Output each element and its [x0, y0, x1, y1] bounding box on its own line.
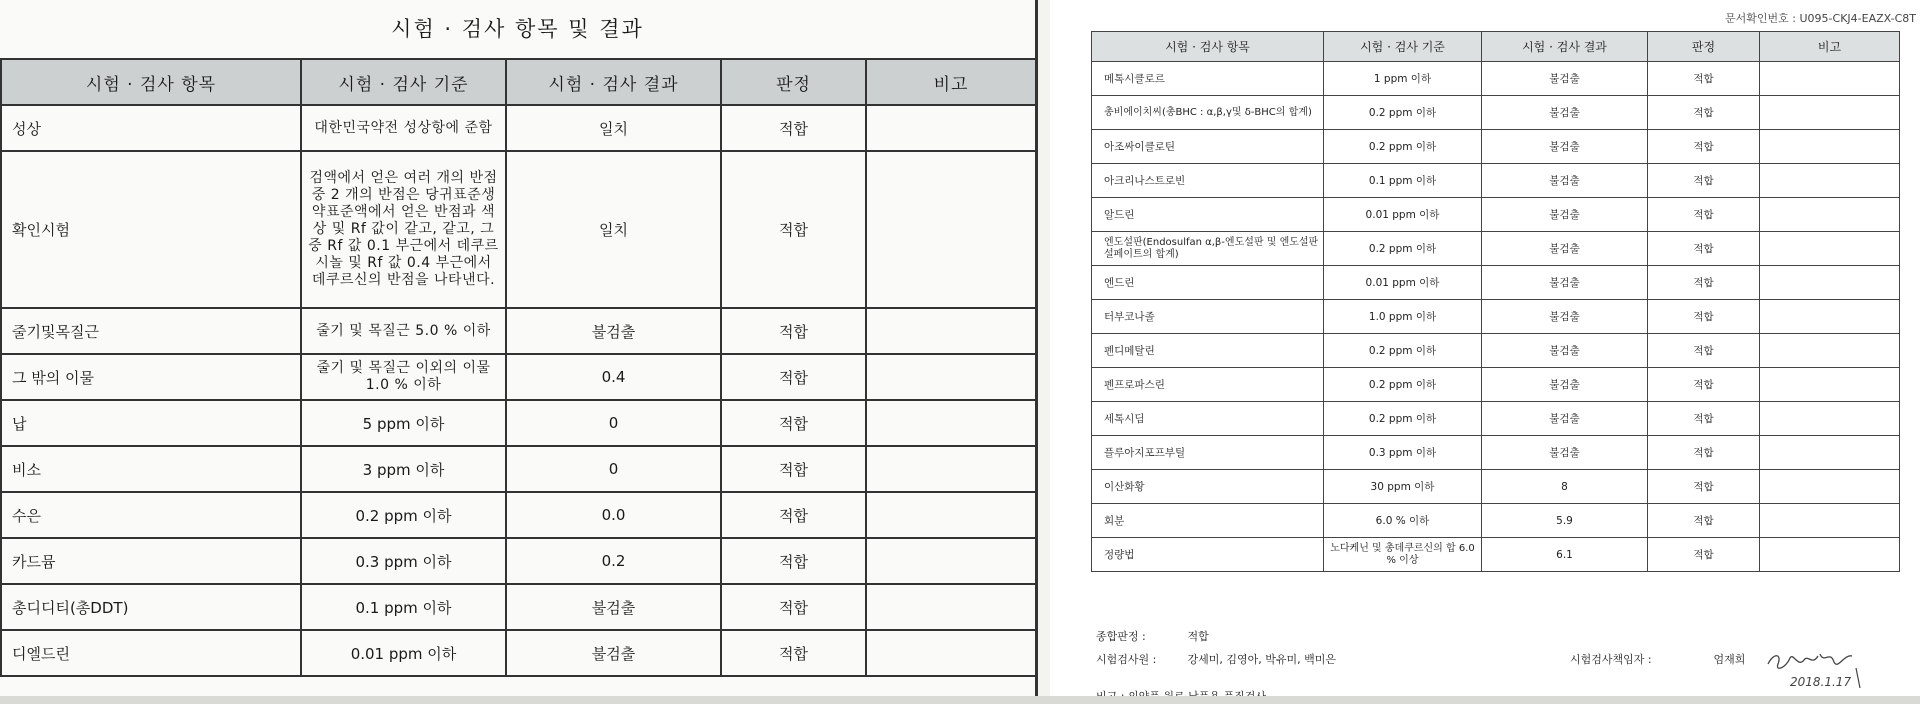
cell-note	[1760, 232, 1900, 266]
testers-value: 강세미, 김영아, 박유미, 백미은	[1187, 653, 1336, 666]
table-row	[1, 354, 1036, 400]
cell-note	[866, 308, 1036, 354]
cell-criteria: 노다케닌 및 총데쿠르신의 합 6.0 % 이상	[1324, 538, 1482, 572]
cell-criteria: 줄기 및 목질근 이외의 이물 1.0 % 이하	[301, 354, 506, 400]
header-test-result: 시험 · 검사 결과	[1482, 32, 1648, 62]
cell-judgment: 적합	[721, 354, 866, 400]
table-row	[1092, 436, 1900, 470]
cell-criteria: 3 ppm 이하	[301, 446, 506, 492]
cell-result: 6.1	[1482, 538, 1648, 572]
cell-item: 확인시험	[1, 151, 301, 308]
cell-judgment: 적합	[1648, 436, 1760, 470]
cell-note	[1760, 436, 1900, 470]
cell-criteria: 0.2 ppm 이하	[1324, 232, 1482, 266]
cell-judgment: 적합	[1648, 232, 1760, 266]
cell-judgment: 적합	[1648, 130, 1760, 164]
cell-item: 플루아지포프부틸	[1092, 436, 1324, 470]
cell-judgment: 적합	[1648, 470, 1760, 504]
cell-item: 정량법	[1092, 538, 1324, 572]
page-bottom-edge	[0, 696, 1920, 704]
cell-note	[1760, 538, 1900, 572]
cell-judgment: 적합	[721, 492, 866, 538]
right-results-table	[1091, 31, 1900, 572]
cell-result: 일치	[506, 151, 721, 308]
cell-result: 0.0	[506, 492, 721, 538]
cell-judgment: 적합	[721, 308, 866, 354]
table-row	[1092, 232, 1900, 266]
cell-result: 0.4	[506, 354, 721, 400]
cell-note	[866, 492, 1036, 538]
cell-item: 엔도설판(Endosulfan α,β-엔도설판 및 엔도설판설페이트의 합계)	[1092, 232, 1324, 266]
cell-note	[1760, 300, 1900, 334]
cell-result: 불검출	[1482, 266, 1648, 300]
table-row	[1092, 402, 1900, 436]
cell-criteria: 0.1 ppm 이하	[301, 584, 506, 630]
cell-result: 0	[506, 446, 721, 492]
table-row	[1092, 368, 1900, 402]
cell-judgment: 적합	[721, 400, 866, 446]
cell-item: 아크리나스트로빈	[1092, 164, 1324, 198]
cell-item: 펜프로파스린	[1092, 368, 1324, 402]
cell-note	[866, 400, 1036, 446]
cell-criteria: 검액에서 얻은 여러 개의 반점 중 2 개의 반점은 당귀표준생약표준액에서 얻은 반점과 색상 및 Rf 값이 같고, 같고, 그 중 Rf 값 0.1 부근에서 데쿠르시놀 및 Rf 값 0.4 부근에서 데쿠르신의 반점을 나타낸다.	[301, 151, 506, 308]
cell-criteria: 0.3 ppm 이하	[1324, 436, 1482, 470]
cell-result: 불검출	[1482, 164, 1648, 198]
cell-judgment: 적합	[1648, 538, 1760, 572]
cell-note	[866, 630, 1036, 676]
cell-judgment: 적합	[1648, 96, 1760, 130]
cell-note	[1760, 130, 1900, 164]
cell-judgment: 적합	[1648, 266, 1760, 300]
cell-judgment: 적합	[1648, 164, 1760, 198]
cell-result: 0.2	[506, 538, 721, 584]
header-judgment: 판정	[1648, 32, 1760, 62]
header-test-criteria: 시험 · 검사 기준	[301, 59, 506, 105]
cell-note	[1760, 198, 1900, 232]
cell-note	[1760, 266, 1900, 300]
cell-result: 불검출	[1482, 62, 1648, 96]
table-row	[1092, 504, 1900, 538]
cell-item: 터부코나졸	[1092, 300, 1324, 334]
header-test-result: 시험 · 검사 결과	[506, 59, 721, 105]
cell-note	[866, 584, 1036, 630]
cell-item: 세톡시딤	[1092, 402, 1324, 436]
cell-item: 성상	[1, 105, 301, 151]
cell-judgment: 적합	[721, 105, 866, 151]
cell-criteria: 0.01 ppm 이하	[1324, 266, 1482, 300]
cell-item: 수은	[1, 492, 301, 538]
table-row	[1092, 470, 1900, 504]
handwritten-signature	[1760, 642, 1870, 692]
table-row	[1092, 96, 1900, 130]
left-page-title: 시험 · 검사 항목 및 결과	[0, 0, 1035, 60]
left-table-header-row	[1, 59, 1036, 105]
testers-label: 시험검사원 :	[1096, 653, 1157, 666]
cell-result: 불검출	[1482, 436, 1648, 470]
cell-criteria: 대한민국약전 성상항에 준함	[301, 105, 506, 151]
cell-judgment: 적합	[721, 630, 866, 676]
cell-result: 5.9	[1482, 504, 1648, 538]
overall-judgment-label: 종합판정 :	[1096, 630, 1146, 643]
table-row	[1092, 130, 1900, 164]
cell-criteria: 30 ppm 이하	[1324, 470, 1482, 504]
cell-note	[866, 354, 1036, 400]
cell-item: 총디디티(총DDT)	[1, 584, 301, 630]
responsible-value: 엄재희	[1713, 653, 1746, 666]
cell-result: 불검출	[1482, 96, 1648, 130]
cell-result: 일치	[506, 105, 721, 151]
document-number: 문서확인번호 : U095-CKJ4-EAZX-C8T	[1725, 12, 1916, 25]
header-judgment: 판정	[721, 59, 866, 105]
cell-judgment: 적합	[1648, 334, 1760, 368]
table-row	[1, 105, 1036, 151]
table-row	[1092, 538, 1900, 572]
cell-criteria: 6.0 % 이하	[1324, 504, 1482, 538]
cell-judgment: 적합	[1648, 198, 1760, 232]
left-results-table	[0, 58, 1037, 677]
cell-result: 불검출	[1482, 130, 1648, 164]
cell-item: 디엘드린	[1, 630, 301, 676]
responsible-label: 시험검사책임자 :	[1570, 653, 1652, 666]
cell-result: 불검출	[1482, 402, 1648, 436]
table-row	[1, 492, 1036, 538]
cell-criteria: 0.2 ppm 이하	[1324, 334, 1482, 368]
cell-item: 카드뮴	[1, 538, 301, 584]
cell-criteria: 0.01 ppm 이하	[1324, 198, 1482, 232]
cell-note	[1760, 504, 1900, 538]
header-remarks: 비고	[1760, 32, 1900, 62]
table-row	[1, 630, 1036, 676]
table-row	[1092, 164, 1900, 198]
cell-criteria: 0.01 ppm 이하	[301, 630, 506, 676]
cell-criteria: 0.2 ppm 이하	[1324, 130, 1482, 164]
header-test-item: 시험 · 검사 항목	[1092, 32, 1324, 62]
cell-item: 아조싸이클로틴	[1092, 130, 1324, 164]
cell-item: 메톡시클로르	[1092, 62, 1324, 96]
cell-result: 불검출	[506, 584, 721, 630]
table-row	[1092, 198, 1900, 232]
cell-item: 회분	[1092, 504, 1324, 538]
signature-date: 2018.1.17	[1790, 675, 1852, 689]
cell-criteria: 5 ppm 이하	[301, 400, 506, 446]
cell-criteria: 0.2 ppm 이하	[1324, 368, 1482, 402]
header-remarks: 비고	[866, 59, 1036, 105]
header-test-item: 시험 · 검사 항목	[1, 59, 301, 105]
cell-item: 엔드린	[1092, 266, 1324, 300]
cell-result: 불검출	[506, 308, 721, 354]
table-row	[1092, 334, 1900, 368]
cell-note	[866, 105, 1036, 151]
cell-item: 알드린	[1092, 198, 1324, 232]
overall-judgment-value: 적합	[1187, 630, 1209, 643]
table-row	[1, 400, 1036, 446]
cell-judgment: 적합	[1648, 368, 1760, 402]
table-row	[1, 151, 1036, 308]
cell-result: 불검출	[506, 630, 721, 676]
right-page	[1050, 0, 1920, 704]
cell-note	[866, 151, 1036, 308]
cell-item: 그 밖의 이물	[1, 354, 301, 400]
cell-judgment: 적합	[721, 584, 866, 630]
cell-criteria: 0.1 ppm 이하	[1324, 164, 1482, 198]
table-row	[1, 538, 1036, 584]
cell-criteria: 0.3 ppm 이하	[301, 538, 506, 584]
cell-result: 불검출	[1482, 334, 1648, 368]
cell-item: 줄기및목질근	[1, 308, 301, 354]
cell-item: 이산화황	[1092, 470, 1324, 504]
cell-criteria: 0.2 ppm 이하	[301, 492, 506, 538]
responsible-line	[1570, 651, 1745, 667]
cell-item: 비소	[1, 446, 301, 492]
table-row	[1092, 300, 1900, 334]
cell-judgment: 적합	[1648, 300, 1760, 334]
table-row	[1, 446, 1036, 492]
cell-note	[1760, 470, 1900, 504]
cell-criteria: 1.0 ppm 이하	[1324, 300, 1482, 334]
cell-note	[866, 446, 1036, 492]
cell-criteria: 0.2 ppm 이하	[1324, 402, 1482, 436]
cell-judgment: 적합	[1648, 62, 1760, 96]
cell-note	[1760, 96, 1900, 130]
cell-item: 펜디메탈린	[1092, 334, 1324, 368]
cell-judgment: 적합	[721, 446, 866, 492]
cell-judgment: 적합	[1648, 402, 1760, 436]
cell-result: 8	[1482, 470, 1648, 504]
cell-item: 납	[1, 400, 301, 446]
cell-result: 불검출	[1482, 198, 1648, 232]
cell-result: 불검출	[1482, 232, 1648, 266]
cell-result: 불검출	[1482, 300, 1648, 334]
cell-item: 총비에이치씨(총BHC : α,β,γ및 δ-BHC의 합계)	[1092, 96, 1324, 130]
header-test-criteria: 시험 · 검사 기준	[1324, 32, 1482, 62]
table-row	[1, 584, 1036, 630]
cell-judgment: 적합	[1648, 504, 1760, 538]
testers-line	[1096, 651, 1336, 667]
cell-note	[1760, 368, 1900, 402]
table-row	[1092, 266, 1900, 300]
cell-result: 불검출	[1482, 368, 1648, 402]
cell-judgment: 적합	[721, 538, 866, 584]
cell-note	[1760, 164, 1900, 198]
cell-note	[866, 538, 1036, 584]
cell-note	[1760, 62, 1900, 96]
cell-judgment: 적합	[721, 151, 866, 308]
cell-result: 0	[506, 400, 721, 446]
cell-criteria: 0.2 ppm 이하	[1324, 96, 1482, 130]
cell-note	[1760, 402, 1900, 436]
cell-note	[1760, 334, 1900, 368]
table-row	[1092, 62, 1900, 96]
right-table-header-row	[1092, 32, 1900, 62]
table-row	[1, 308, 1036, 354]
cell-criteria: 줄기 및 목질근 5.0 % 이하	[301, 308, 506, 354]
cell-criteria: 1 ppm 이하	[1324, 62, 1482, 96]
overall-judgment-line	[1096, 628, 1209, 644]
